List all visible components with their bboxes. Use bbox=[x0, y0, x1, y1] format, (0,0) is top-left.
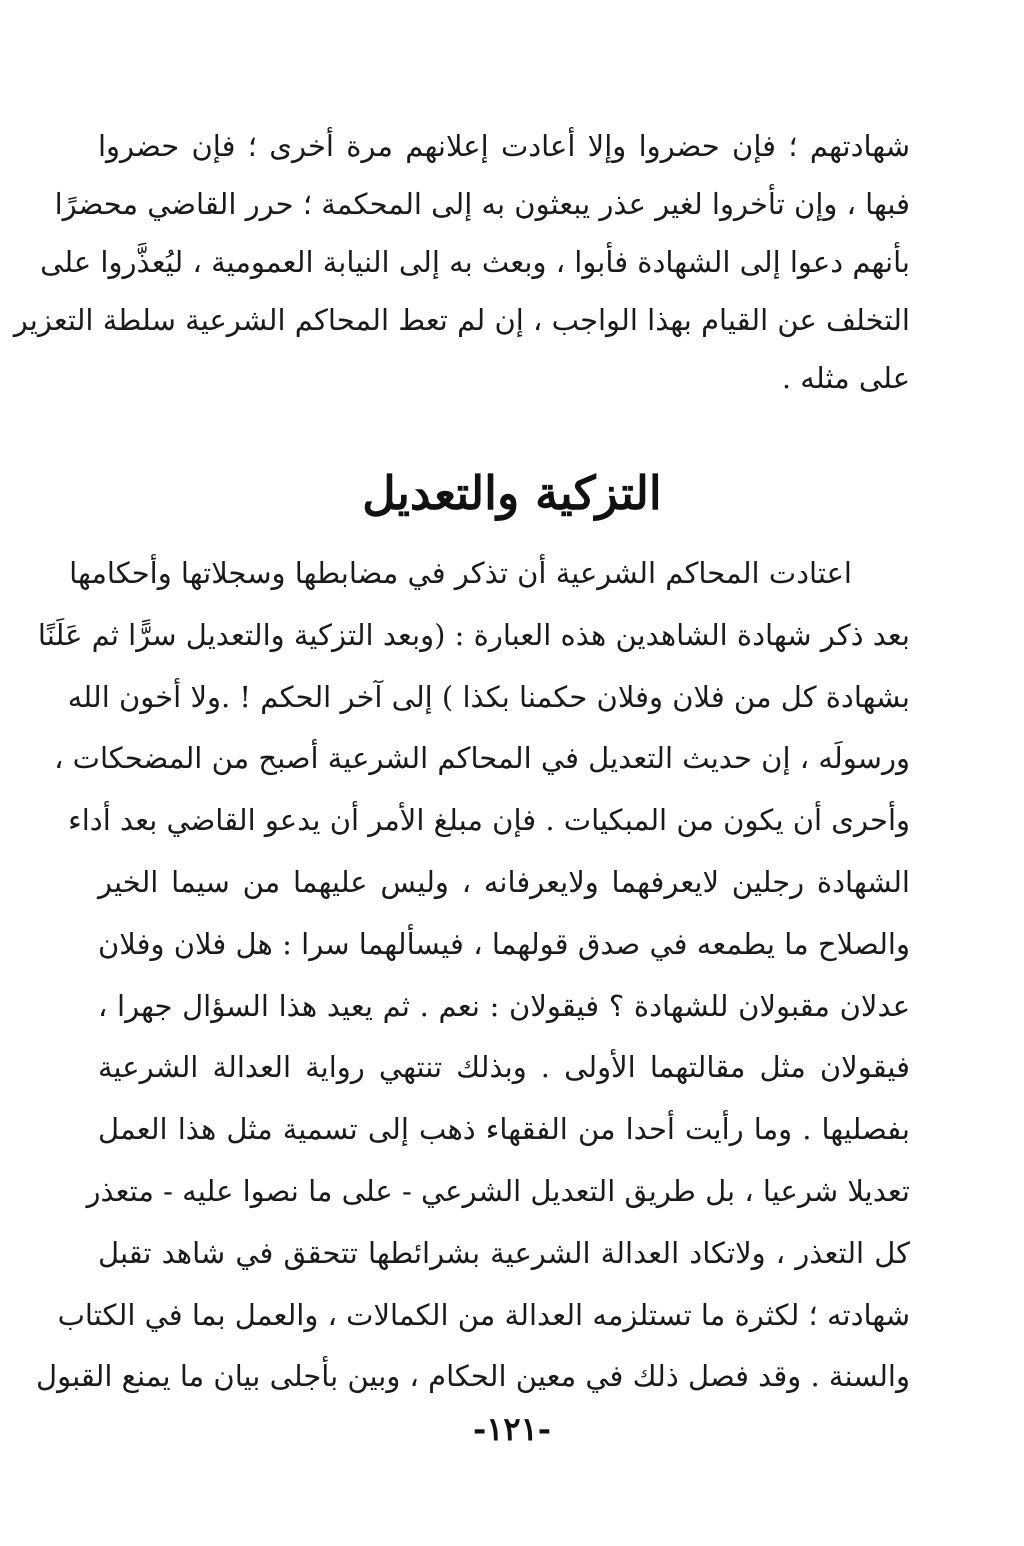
text-line: شهادته ؛ لكثرة ما تستلزمه العدالة من الكمالات ، والعمل بما في الكتاب bbox=[57, 1297, 910, 1332]
text-line: بأنهم دعوا إلى الشهادة فأبوا ، وبعث به إلى النيابة العمومية ، ليُعذَّروا على bbox=[40, 245, 910, 279]
text-line: بعد ذكر شهادة الشاهدين هذه العبارة : (وبعد التزكية والتعديل سرًّا ثم عَلَنًا bbox=[37, 617, 910, 652]
text-line: اعتادت المحاكم الشرعية أن تذكر في مضابطها وسجلاتها وأحكامها bbox=[69, 556, 852, 590]
text-line: فيقولان مثل مقالتهما الأولى . وبذلك تنتهي رواية العدالة الشرعية bbox=[98, 1050, 910, 1085]
text-line: التخلف عن القيام بهذا الواجب ، إن لم تعط المحاكم الشرعية سلطة التعزير bbox=[13, 303, 910, 337]
paragraph-body bbox=[36, 543, 910, 1408]
text-line: ورسولَه ، إن حديث التعديل في المحاكم الشرعية أصبح من المضحكات ، bbox=[54, 741, 910, 776]
text-line: بشهادة كل من فلان وفلان حكمنا بكذا ) إلى آخر الحكم ! .ولا أخون الله bbox=[67, 679, 910, 714]
text-line: الشهادة رجلين لايعرفهما ولايعرفانه ، وليس عليهما من سيما الخير bbox=[98, 864, 910, 899]
text-line: شهادتهم ؛ فإن حضروا وإلا أعادت إعلانهم مرة أخرى ؛ فإن حضروا bbox=[98, 129, 910, 163]
text-line: والصلاح ما يطمعه في صدق قولهما ، فيسألهما سرا : هل فلان وفلان bbox=[98, 926, 910, 961]
text-line: تعديلا شرعيا ، بل طريق التعديل الشرعي - على ما نصوا عليه - متعذر bbox=[86, 1173, 910, 1208]
text-line: بفصليها . وما رأيت أحدا من الفقهاء ذهب إلى تسمية مثل هذا العمل bbox=[98, 1112, 910, 1147]
section-heading: التزكية والتعديل bbox=[362, 466, 662, 520]
page-number: -١٢١- bbox=[472, 1410, 552, 1448]
text-line: على مثله . bbox=[781, 361, 910, 395]
text-line: عدلان مقبولان للشهادة ؟ فيقولان : نعم . ثم يعيد هذا السؤال جهرا ، bbox=[98, 988, 910, 1023]
text-line: كل التعذر ، ولاتكاد العدالة الشرعية بشرائطها تتحقق في شاهد تقبل bbox=[98, 1235, 910, 1270]
text-line: والسنة . وقد فصل ذلك في معين الحكام ، وبين بأجلى بيان ما يمنع القبول bbox=[36, 1359, 910, 1394]
text-line: وأحرى أن يكون من المبكيات . فإن مبلغ الأمر أن يدعو القاضي بعد أداء bbox=[68, 803, 910, 838]
paragraph-continued bbox=[13, 117, 910, 407]
text-line: فبها ، وإن تأخروا لغير عذر يبعثون به إلى المحكمة ؛ حرر القاضي محضرًا bbox=[54, 187, 910, 221]
